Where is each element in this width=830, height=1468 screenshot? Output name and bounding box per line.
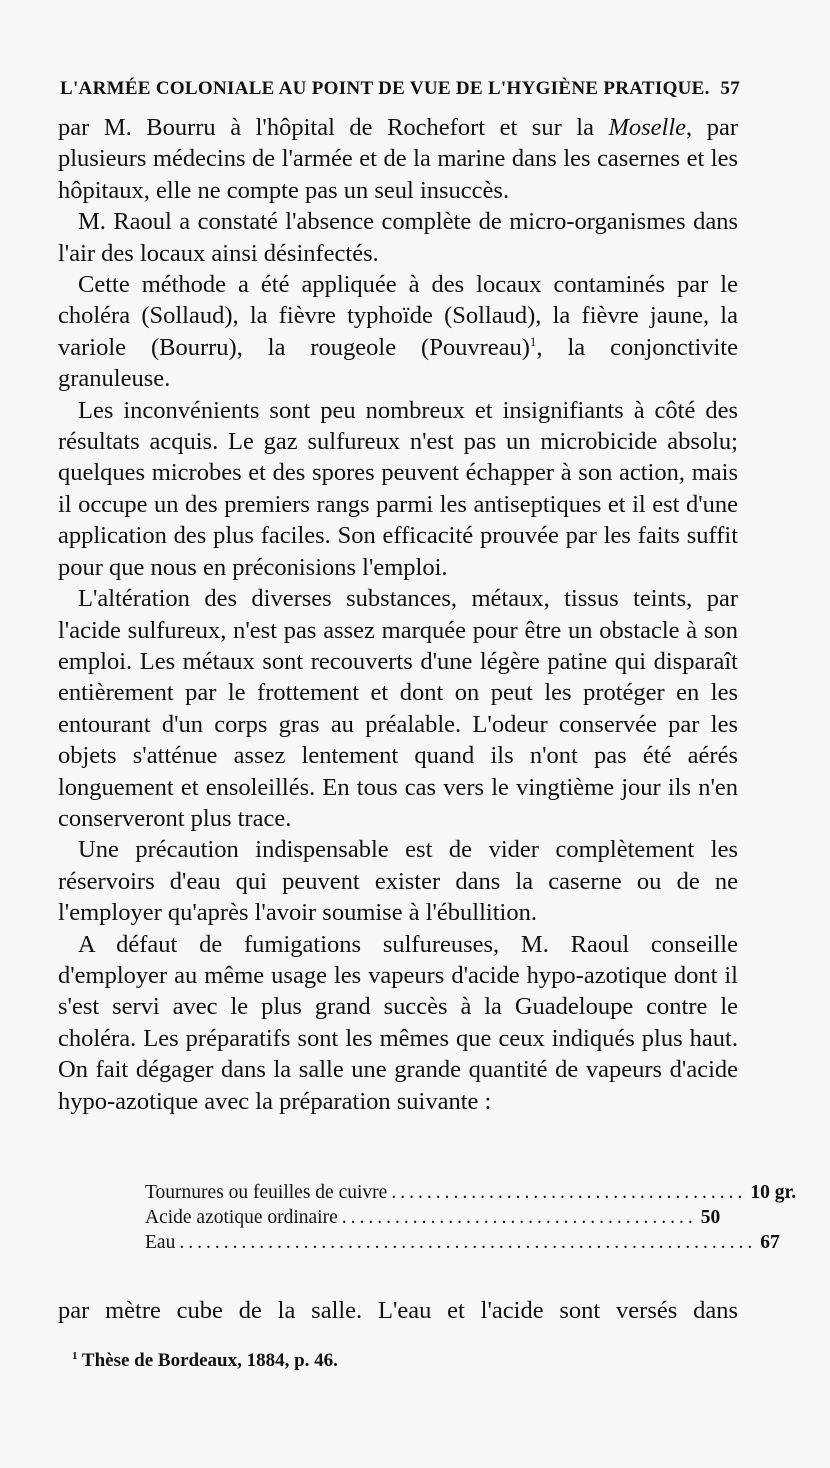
paragraph <box>58 269 738 395</box>
ingredient-quantity: 10 gr. <box>750 1182 797 1203</box>
paragraph: Une précaution indispensable est de vider complètement les réservoirs d'eau qui peuvent exister dans la caserne ou de ne l'employer qu'après l'avoir soumise à l'ébullition. <box>58 836 738 927</box>
ship-name: Moselle <box>608 114 687 141</box>
ingredient-name: Eau <box>145 1232 176 1253</box>
page-number: 57 <box>720 78 740 99</box>
ingredient-name: Tournures ou feuilles de cuivre <box>145 1182 388 1203</box>
ingredient-name: Acide azotique ordinaire <box>145 1207 338 1228</box>
paragraph: M. Raoul a constaté l'absence complète de micro-organismes dans l'air des locaux ainsi désinfectés. <box>58 208 738 267</box>
running-head <box>60 78 740 104</box>
recipe-table <box>145 1180 797 1255</box>
leader-dots: ........................................ <box>391 1182 747 1203</box>
paragraph-continues: par mètre cube de la salle. L'eau et l'acide sont versés dans <box>58 1297 738 1324</box>
ingredient-quantity: 50 <box>700 1207 721 1228</box>
leader-dots: ................................................................. <box>179 1232 757 1253</box>
footnote <box>72 1350 338 1372</box>
paragraph: L'altération des diverses substances, métaux, tissus teints, par l'acide sulfureux, n'est pas assez marquée pour être un obstacle à son emploi. Les métaux sont recouverts d'une légère patine qui disparaît entièrement par le frottement et dont on peut les protéger en les entourant d'un corps gras au préalable. L'odeur conservée par les objets s'atténue assez lentement quand ils n'ont pas été aérés longuement et ensoleillés. En tous cas vers le vingtième jour ils n'en conserveront plus trace. <box>58 585 738 832</box>
paragraph: Les inconvénients sont peu nombreux et insignifiants à côté des résultats acquis. Le gaz sulfureux n'est pas un microbicide absolu; quelques microbes et des spores peuvent échapper à son action, mais il occupe un des premiers rangs parmi les antiseptiques et il est d'une application des plus faciles. Son efficacité prouvée par les faits suffit pour que nous en préconisions l'emploi. <box>58 396 738 581</box>
recipe-row <box>145 1180 797 1205</box>
paragraph-text: , par plusieurs médecins de l'armée et de la marine dans les casernes et les hôpitaux, elle ne compte pas un seul insuccès. <box>58 114 738 204</box>
paragraph-continued <box>58 112 738 206</box>
leader-dots: ........................................ <box>341 1207 697 1228</box>
recipe-row <box>145 1205 721 1230</box>
ingredient-quantity: 67 <box>760 1232 780 1253</box>
paragraph-text: par M. Bourru à l'hôpital de Rochefort et sur la <box>58 114 609 141</box>
paragraph: A défaut de fumigations sulfureuses, M. Raoul conseille d'employer au même usage les vapeurs d'acide hypo-azotique dont il s'est servi avec le plus grand succès à la Guadeloupe contre le choléra. Les préparatifs sont les mêmes que ceux indiqués plus haut. On fait dégager dans la salle une grande quantité de vapeurs d'acide hypo-azotique avec la préparation suivante : <box>58 930 738 1115</box>
footnote-marker: 1 <box>72 1350 78 1362</box>
paragraph-text: Cette méthode a été appliquée à des locaux contaminés par le choléra (Sollaud), la fièvre typhoïde (Sollaud), la fièvre jaune, la variole (Bourru), la rougeole (Pouvreau) <box>58 271 738 361</box>
body-text <box>58 112 738 1117</box>
recipe-row <box>145 1230 780 1255</box>
footnote-text: Thèse de Bordeaux, 1884, p. 46. <box>77 1350 338 1371</box>
running-title: L'ARMÉE COLONIALE AU POINT DE VUE DE L'HYGIÈNE PRATIQUE. <box>60 78 710 99</box>
footnote-ref: 1 <box>529 333 537 349</box>
paragraph-text: , la conjonctivite granuleuse. <box>58 333 738 393</box>
